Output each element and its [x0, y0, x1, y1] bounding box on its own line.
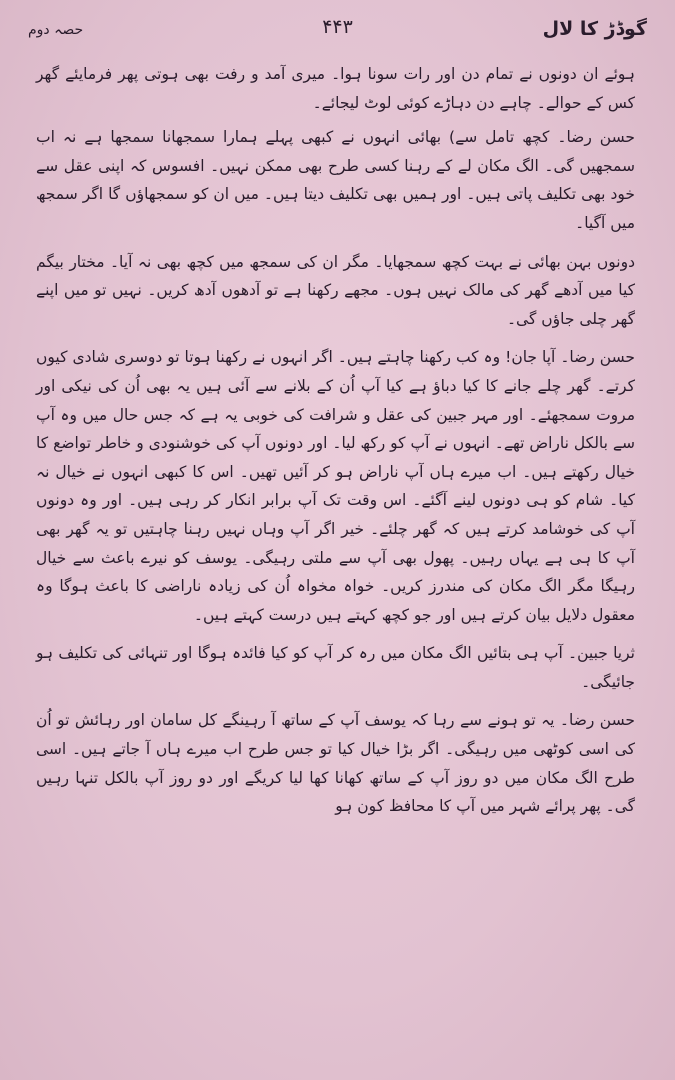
part-label: حصہ دوم: [28, 22, 84, 38]
paragraph: ثریا جبین۔ آپ ہی بتائیں الگ مکان میں رہ کر آپ کو کیا فائدہ ہوگا اور تنہائی کی تکلیف ہو جائیگی۔: [36, 644, 635, 691]
paragraph: حسن رضا۔ یہ تو ہونے سے رہا کہ یوسف آپ کے ساتھ آ رہینگے کل سامان اور رہائش تو اُن کی اسی کوٹھی میں رہیگی۔ اگر بڑا خیال کیا تو جس طرح اب میرے ہاں آ جاتے ہیں۔ اسی طرح الگ مکان میں دو روز آپ کے ساتھ کھانا کھا لیا کریگے اور دو روز آپ بالکل تنہا رہیں گی۔ پھر پرائے شہر میں آپ کا محافظ کون ہو: [36, 711, 635, 816]
page-header: [28, 14, 647, 50]
paragraph: حسن رضا۔ آپا جان! وہ کب رکھنا چاہتے ہیں۔ اگر انہوں نے رکھنا ہوتا تو دوسری شادی کیوں کرتے۔ گھر چلے جانے کا کیا دباؤ ہے کیا آپ اُن کے بلانے سے آئی ہیں یہ بھی اُن کی نیکی اور مروت سمجھئے۔ اور مہر جبین کی عقل و شرافت کی خوبی یہ ہے کہ جس حال میں وہ آپ سے بالکل ناراض تھے۔ انہوں نے آپ کو رکھ لیا۔ اور دونوں آپ کی خوشنودی و خاطر تواضع کا خیال رکھتے ہیں۔ اب میرے ہاں آپ ناراض ہو کر آئیں تھیں۔ اس کا کبھی انہوں نے خیال نہ کیا۔ شام کو ہی دونوں لینے آگئے۔ اس وقت تک آپ برابر انکار کر رہی ہیں۔ اور وہ دونوں آپ کی خوشامد کرتے ہیں کہ گھر چلئے۔ خیر اگر آپ وہاں نہیں رہنا چاہتیں تو یہ گھر بھی آپ کا ہی ہے یہاں رہیں۔ پھول بھی آپ سے ملتی رہیگی۔ یوسف کو نیرے باعث سے خیال رہیگا مگر الگ مکان کی مندرز کریں۔ خواہ مخواہ اُن کی زیادہ ناراضی کا باعث ہوگا وہ معقول دلایل بیان کرتے ہیں اور جو کچھ کہتے ہیں درست کہتے ہیں۔: [36, 348, 635, 624]
paragraph: حسن رضا۔ کچھ تامل سے) بھائی انہوں نے کبھی پہلے ہمارا سمجھانا سمجھا ہے نہ اب سمجھیں گی۔ الگ مکان لے کے رہنا کسی طرح بھی ممکن نہیں۔ افسوس کہ اپنی عقل سے خود بھی تکلیف پاتی ہیں۔ اور ہمیں بھی تکلیف دیتا ہیں۔ میں ان کو سمجھاؤں گا اگر سمجھ میں آگیا۔: [36, 128, 635, 232]
page-number: ۴۴۳: [322, 16, 353, 38]
paragraph: ہوئے ان دونوں نے تمام دن اور رات سونا ہوا۔ میری آمد و رفت بھی ہوتی پھر فرمایئے گھر کس کے حوالے۔ چاہے دن دہاڑے کوئی لوٹ لیجائے۔: [36, 65, 635, 112]
page-body: [36, 60, 635, 1062]
book-title: گوڈڑ کا لال: [542, 18, 647, 40]
paragraph: دونوں بہن بھائی نے بہت کچھ سمجھایا۔ مگر ان کی سمجھ میں کچھ بھی نہ آیا۔ مختار بیگم کیا میں آدھے گھر کی مالک نہیں ہوں۔ مجھے رکھنا ہے تو آدھوں آدھ کریں۔ نہیں تو میں اپنے گھر چلی جاؤں گی۔: [36, 252, 635, 328]
